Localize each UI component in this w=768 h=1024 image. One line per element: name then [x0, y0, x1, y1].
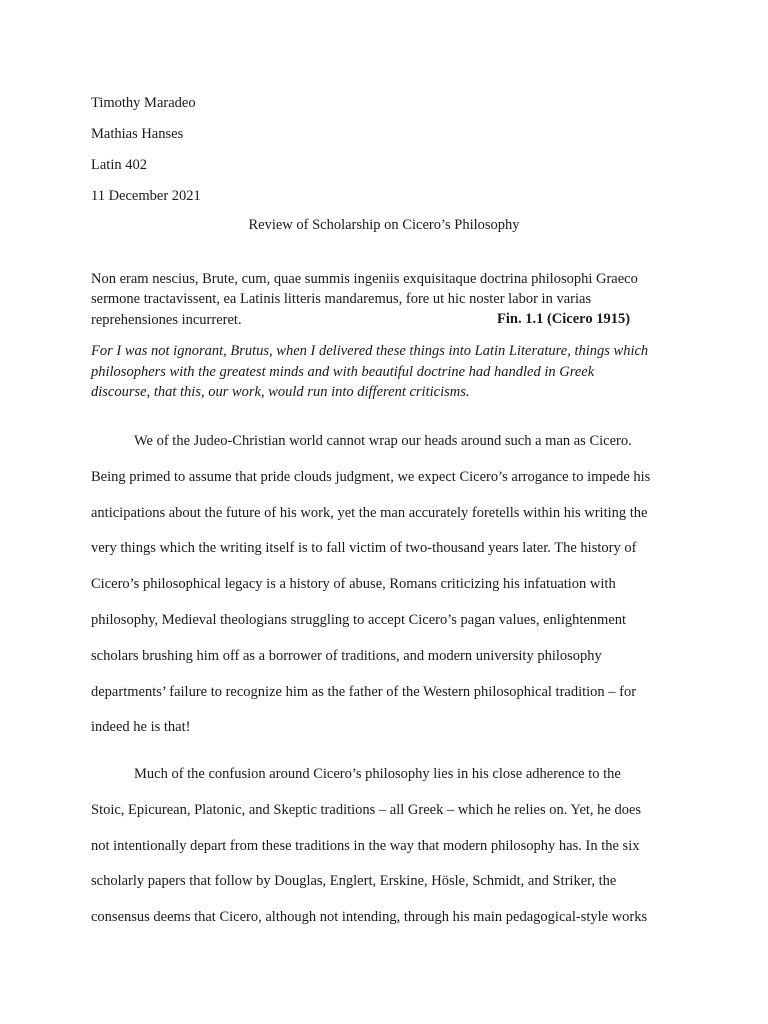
- paragraph-line: indeed he is that!: [91, 719, 191, 736]
- paragraph-line: Being primed to assume that pride clouds judgment, we expect Cicero’s arrogance to impede his: [91, 468, 651, 485]
- translation-line: For I was not ignorant, Brutus, when I delivered these things into Latin Literature, things which: [91, 343, 649, 359]
- document-title-text: Review of Scholarship on Cicero’s Philosophy: [248, 217, 520, 233]
- translation-line: discourse, that this, our work, would run into different criticisms.: [91, 384, 470, 400]
- paragraph-line: anticipations about the future of his work, yet the man accurately foretells within his writing the: [91, 504, 648, 521]
- epigraph-citation: Fin. 1.1 (Cicero 1915): [497, 311, 631, 327]
- paragraph-line: departments’ failure to recognize him as the father of the Western philosophical tradition – for: [91, 683, 637, 700]
- instructor-name: Mathias Hanses: [91, 126, 184, 142]
- paragraph-line: not intentionally depart from these traditions in the way that modern philosophy has. In the six: [91, 837, 640, 854]
- epigraph-translation: [91, 341, 691, 403]
- paragraph-line: Cicero’s philosophical legacy is a history of abuse, Romans criticizing his infatuation with: [91, 576, 616, 593]
- paragraph-line: Much of the confusion around Cicero’s philosophy lies in his close adherence to the: [134, 766, 621, 782]
- document-title: [0, 217, 768, 234]
- body-paragraph-1: [91, 432, 681, 754]
- author-name: Timothy Maradeo: [91, 95, 196, 111]
- epigraph-latin-line: sermone tractavissent, ea Latinis litteris mandaremus, fore ut hic noster labor in varias: [91, 291, 592, 308]
- paragraph-line: scholars brushing him off as a borrower of traditions, and modern university philosophy: [91, 647, 602, 664]
- paragraph-line: Stoic, Epicurean, Platonic, and Skeptic traditions – all Greek – which he relies on. Yet, he does: [91, 801, 642, 818]
- paragraph-line: consensus deems that Cicero, although not intending, through his main pedagogical-style works: [91, 909, 648, 926]
- epigraph-latin-line: reprehensiones incurreret.: [91, 311, 242, 328]
- paragraph-line: very things which the writing itself is to fall victim of two-thousand years later. The history of: [91, 540, 637, 557]
- paragraph-line: philosophy, Medieval theologians struggling to accept Cicero’s pagan values, enlightenment: [91, 611, 627, 628]
- date: 11 December 2021: [91, 188, 201, 204]
- paragraph-line: We of the Judeo-Christian world cannot wrap our heads around such a man as Cicero.: [134, 433, 632, 449]
- paragraph-line: scholarly papers that follow by Douglas, Englert, Erskine, Hösle, Schmidt, and Striker, the: [91, 873, 617, 890]
- translation-line: philosophers with the greatest minds and with beautiful doctrine had handled in Greek: [91, 363, 595, 380]
- course-name: Latin 402: [91, 157, 147, 173]
- epigraph-latin-line: Non eram nescius, Brute, cum, quae summis ingeniis exquisitaque doctrina philosophi Graeco: [91, 271, 638, 287]
- body-paragraph-2: [91, 765, 681, 944]
